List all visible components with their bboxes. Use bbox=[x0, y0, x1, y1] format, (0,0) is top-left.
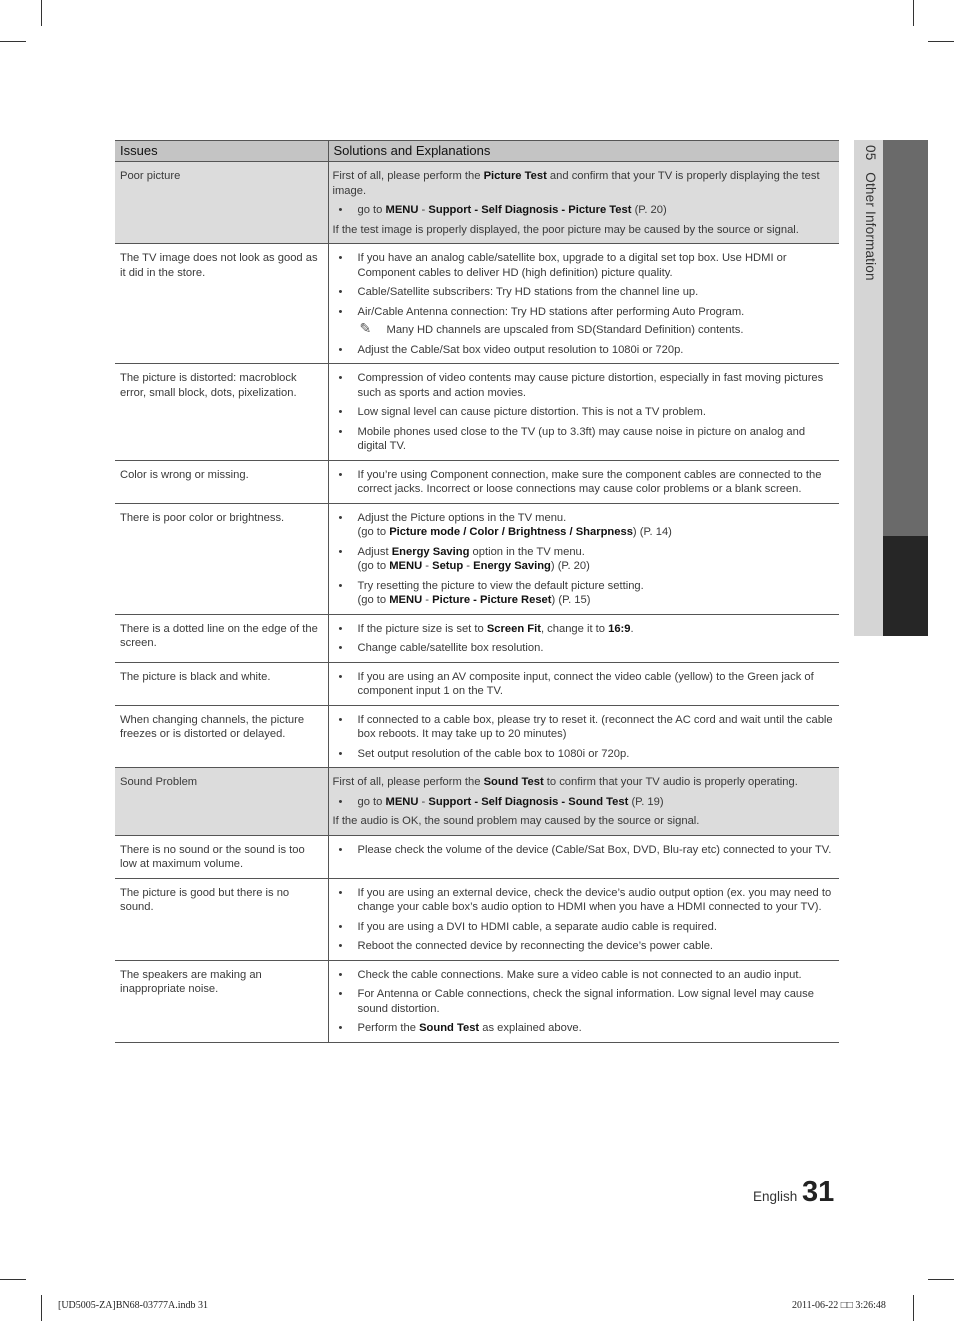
pencil-note-icon: ✎ bbox=[359, 320, 372, 336]
table-row bbox=[115, 768, 839, 836]
issue-cell: The picture is black and white. bbox=[115, 662, 328, 705]
text-run: Compression of video contents may cause picture distortion, especially in fast moving pictures such as sports and action movies. bbox=[357, 372, 824, 399]
solution-item bbox=[333, 795, 835, 810]
table-row bbox=[115, 705, 839, 768]
text-run: If you’re using Component connection, make sure the component cables are connected to the correct jacks. Incorrect or loose connections may cause color problems or a blank screen. bbox=[357, 468, 822, 495]
solution-line bbox=[358, 285, 835, 300]
solution-outro bbox=[333, 223, 835, 238]
text-run: First of all, please perform the bbox=[332, 776, 484, 788]
text-run: ) (P. 15) bbox=[551, 594, 591, 606]
text-run: option in the TV menu. bbox=[469, 545, 585, 558]
text-run: - bbox=[418, 795, 429, 808]
solution-cell bbox=[328, 768, 839, 836]
solution-line bbox=[358, 425, 835, 454]
solution-item bbox=[333, 987, 835, 1016]
bold-text: Sound Test bbox=[419, 1022, 480, 1034]
chapter-label bbox=[860, 145, 878, 445]
text-run: Mobile phones used close to the TV (up to 3.3ft) may cause noise in picture on analog and digital TV. bbox=[357, 425, 806, 452]
solution-cell bbox=[328, 878, 839, 960]
solution-cell bbox=[328, 835, 839, 878]
table-row bbox=[115, 244, 839, 364]
solution-line bbox=[358, 405, 835, 420]
page-number: 31 bbox=[802, 1176, 835, 1208]
issue-cell: The picture is good but there is no sound. bbox=[115, 878, 328, 960]
text-run: - bbox=[418, 204, 429, 216]
crop-mark bbox=[913, 1295, 914, 1321]
solution-item bbox=[333, 747, 835, 762]
solution-item bbox=[333, 713, 835, 742]
solution-list bbox=[333, 713, 835, 762]
crop-mark bbox=[41, 0, 42, 26]
solution-item bbox=[333, 920, 835, 935]
solution-line bbox=[358, 795, 835, 810]
solution-list bbox=[333, 251, 835, 357]
table-row bbox=[115, 878, 839, 960]
header-issues: Issues bbox=[115, 141, 328, 162]
issue-cell: Color is wrong or missing. bbox=[115, 460, 328, 503]
text-run: First of all, please perform the bbox=[332, 170, 484, 182]
text-run: If you are using an external device, check the device’s audio output option (ex. you may need to change your cable box’s audio option to HDMI when you have a HDMI connected to your TV). bbox=[357, 886, 832, 913]
solution-line bbox=[358, 670, 835, 699]
solution-item bbox=[333, 305, 835, 320]
text-run: Adjust the Cable/Sat box video output resolution to 1080i or 720p. bbox=[357, 343, 684, 356]
troubleshooting-table bbox=[115, 140, 839, 1043]
text-run: If the picture size is set to bbox=[357, 622, 487, 635]
solution-line bbox=[358, 713, 835, 742]
text-run: - bbox=[422, 594, 433, 606]
text-run: as explained above. bbox=[479, 1022, 582, 1034]
solution-cell bbox=[328, 244, 839, 364]
solution-cell bbox=[328, 705, 839, 768]
bold-text: Energy Saving bbox=[473, 560, 551, 572]
text-run: For Antenna or Cable connections, check the signal information. Low signal level may cause sound distortion. bbox=[357, 988, 814, 1015]
solution-item bbox=[333, 371, 835, 400]
solution-line bbox=[358, 593, 835, 608]
solution-line bbox=[358, 1021, 835, 1036]
solution-item bbox=[333, 968, 835, 983]
text-run: If the test image is properly displayed, the poor picture may be caused by the source or signal. bbox=[332, 223, 799, 236]
solution-item bbox=[333, 579, 835, 608]
solution-item bbox=[333, 545, 835, 574]
issue-cell: Sound Problem bbox=[115, 768, 328, 836]
solution-list bbox=[333, 203, 835, 218]
issue-cell: When changing channels, the picture freezes or is distorted or delayed. bbox=[115, 705, 328, 768]
solution-intro bbox=[333, 169, 835, 198]
solution-item bbox=[333, 405, 835, 420]
solution-line bbox=[358, 305, 835, 320]
solution-line bbox=[358, 511, 835, 526]
print-timestamp: 2011-06-22 □□ 3:26:48 bbox=[792, 1300, 886, 1311]
chapter-number: 05 bbox=[863, 145, 878, 161]
solution-list bbox=[333, 371, 835, 454]
table-row bbox=[115, 662, 839, 705]
solution-item bbox=[333, 843, 835, 858]
solution-list bbox=[333, 468, 835, 497]
solution-item bbox=[333, 1021, 835, 1036]
text-run: ) (P. 14) bbox=[632, 526, 672, 538]
issue-cell: The TV image does not look as good as it did in the store. bbox=[115, 244, 328, 364]
solution-item bbox=[333, 251, 835, 280]
solution-line bbox=[358, 468, 835, 497]
solution-cell bbox=[328, 503, 839, 614]
solution-cell bbox=[328, 364, 839, 461]
issue-cell: The picture is distorted: macroblock error, small block, dots, pixelization. bbox=[115, 364, 328, 461]
solution-line bbox=[358, 886, 835, 915]
bold-text: Energy Saving bbox=[391, 545, 470, 558]
solution-cell bbox=[328, 662, 839, 705]
text-run: Adjust the Picture options in the TV menu. bbox=[357, 511, 567, 524]
bold-text: MENU bbox=[385, 795, 419, 808]
solution-item bbox=[333, 939, 835, 954]
solution-line bbox=[358, 641, 835, 656]
solution-list bbox=[333, 670, 835, 699]
solution-item bbox=[333, 641, 835, 656]
bold-text: Picture - Picture Reset bbox=[432, 594, 552, 606]
solution-item bbox=[333, 425, 835, 454]
text-run: If you are using a DVI to HDMI cable, a separate audio cable is required. bbox=[357, 920, 717, 933]
text-run: If you have an analog cable/satellite box, upgrade to a digital set top box. Use HDMI or Component cables to deliver HD (high definition) picture quality. bbox=[357, 252, 787, 279]
chapter-title: Other Information bbox=[863, 172, 878, 281]
solution-line bbox=[358, 968, 835, 983]
solution-line bbox=[358, 251, 835, 280]
issue-cell: There is poor color or brightness. bbox=[115, 503, 328, 614]
text-run: Many HD channels are upscaled from SD(Standard Definition) contents. bbox=[386, 324, 744, 336]
text-run: (go to bbox=[357, 526, 390, 538]
crop-mark bbox=[41, 1295, 42, 1321]
table-body bbox=[115, 162, 839, 1043]
text-run: (P. 20) bbox=[631, 204, 667, 216]
crop-mark bbox=[928, 1279, 954, 1280]
solution-item bbox=[333, 343, 835, 358]
text-run: If connected to a cable box, please try to reset it. (reconnect the AC cord and wait until the cable box reboots. It may take up to 20 minutes) bbox=[357, 713, 833, 740]
table-row bbox=[115, 364, 839, 461]
crop-mark bbox=[0, 1279, 26, 1280]
crop-mark bbox=[928, 41, 954, 42]
text-run: - bbox=[463, 560, 474, 572]
solution-line bbox=[358, 203, 835, 218]
text-run: Adjust bbox=[357, 545, 392, 558]
solution-intro bbox=[333, 775, 835, 790]
text-run: Air/Cable Antenna connection: Try HD stations after performing Auto Program. bbox=[357, 305, 745, 318]
text-run: If the audio is OK, the sound problem may caused by the source or signal. bbox=[332, 815, 700, 827]
text-run: Try resetting the picture to view the default picture setting. bbox=[357, 579, 644, 592]
text-run: (go to bbox=[357, 594, 390, 606]
bold-text: Picture Test bbox=[483, 170, 547, 182]
text-run: (P. 19) bbox=[628, 795, 664, 808]
solution-list bbox=[333, 795, 835, 810]
text-run: Perform the bbox=[357, 1022, 420, 1034]
text-run: If you are using an AV composite input, connect the video cable (yellow) to the Green jack of component input 1 on the TV. bbox=[357, 670, 814, 697]
issue-cell: There is no sound or the sound is too low at maximum volume. bbox=[115, 835, 328, 878]
solution-line bbox=[358, 939, 835, 954]
bold-text: Screen Fit bbox=[486, 622, 541, 635]
solution-line bbox=[358, 525, 835, 540]
solution-cell bbox=[328, 960, 839, 1042]
solution-cell bbox=[328, 460, 839, 503]
solution-cell bbox=[328, 162, 839, 244]
bold-text: Support - Self Diagnosis - Picture Test bbox=[428, 204, 632, 216]
header-solutions: Solutions and Explanations bbox=[328, 141, 839, 162]
solution-item bbox=[333, 511, 835, 540]
solution-line bbox=[358, 920, 835, 935]
text-run: , change it to bbox=[540, 622, 609, 635]
print-file-label: [UD5005-ZA]BN68-03777A.indb 31 bbox=[58, 1300, 208, 1311]
solution-line bbox=[358, 559, 835, 574]
text-run: Set output resolution of the cable box to 1080i or 720p. bbox=[357, 747, 630, 760]
solution-line bbox=[358, 747, 835, 762]
bold-text: MENU bbox=[389, 594, 423, 606]
issue-cell: There is a dotted line on the edge of the screen. bbox=[115, 614, 328, 662]
text-run: to confirm that your TV audio is properly operating. bbox=[543, 776, 798, 788]
chapter-tab-band bbox=[883, 140, 928, 536]
text-run: Check the cable connections. Make sure a video cable is not connected to an audio input. bbox=[357, 968, 802, 981]
solution-line bbox=[358, 987, 835, 1016]
solution-item bbox=[333, 203, 835, 218]
table-row bbox=[115, 614, 839, 662]
issue-cell: Poor picture bbox=[115, 162, 328, 244]
solution-line bbox=[358, 622, 835, 637]
solution-item bbox=[333, 468, 835, 497]
text-run: Cable/Satellite subscribers: Try HD stations from the channel line up. bbox=[357, 286, 699, 298]
bold-text: Support - Self Diagnosis - Sound Test bbox=[428, 795, 629, 808]
note-item bbox=[333, 320, 835, 338]
solution-list bbox=[333, 511, 835, 608]
table-row bbox=[115, 960, 839, 1042]
text-run: . bbox=[630, 622, 634, 635]
solution-item bbox=[333, 622, 835, 637]
issue-cell: The speakers are making an inappropriate noise. bbox=[115, 960, 328, 1042]
text-run: ) (P. 20) bbox=[550, 560, 590, 572]
text-run: Low signal level can cause picture distortion. This is not a TV problem. bbox=[357, 406, 706, 418]
bold-text: Sound Test bbox=[483, 776, 544, 788]
bold-text: Setup bbox=[432, 560, 464, 572]
solution-cell bbox=[328, 614, 839, 662]
solution-item bbox=[333, 670, 835, 699]
text-run: Reboot the connected device by reconnecting the device’s power cable. bbox=[357, 940, 714, 952]
solution-line bbox=[358, 843, 835, 858]
chapter-tab-marker bbox=[883, 536, 928, 636]
bold-text: Picture mode / Color / Brightness / Sharpness bbox=[389, 526, 633, 538]
text-run: - bbox=[422, 560, 433, 572]
table-row bbox=[115, 835, 839, 878]
text-run: (go to bbox=[357, 560, 390, 572]
text-run: and confirm that your TV is properly displaying the test image. bbox=[332, 170, 820, 197]
solution-list bbox=[333, 843, 835, 858]
text-run: go to bbox=[357, 204, 386, 216]
table-row bbox=[115, 503, 839, 614]
text-run: Please check the volume of the device (Cable/Sat Box, DVD, Blu-ray etc) connected to your TV. bbox=[357, 843, 832, 856]
table-header-row bbox=[115, 141, 839, 162]
solution-line bbox=[358, 545, 835, 560]
solution-item bbox=[333, 886, 835, 915]
bold-text: MENU bbox=[389, 560, 423, 572]
table-row bbox=[115, 460, 839, 503]
solution-line bbox=[358, 343, 835, 358]
table-row bbox=[115, 162, 839, 244]
bold-text: MENU bbox=[385, 204, 419, 216]
crop-mark bbox=[0, 41, 26, 42]
footer-language: English bbox=[753, 1189, 798, 1204]
solution-list bbox=[333, 886, 835, 954]
solution-line bbox=[358, 579, 835, 594]
crop-mark bbox=[913, 0, 914, 26]
solution-line bbox=[358, 371, 835, 400]
solution-outro bbox=[333, 814, 835, 829]
text-run: go to bbox=[357, 795, 386, 808]
bold-text: 16:9 bbox=[608, 622, 631, 635]
solution-list bbox=[333, 968, 835, 1036]
solution-item bbox=[333, 285, 835, 300]
solution-list bbox=[333, 622, 835, 656]
text-run: Change cable/satellite box resolution. bbox=[357, 642, 544, 654]
